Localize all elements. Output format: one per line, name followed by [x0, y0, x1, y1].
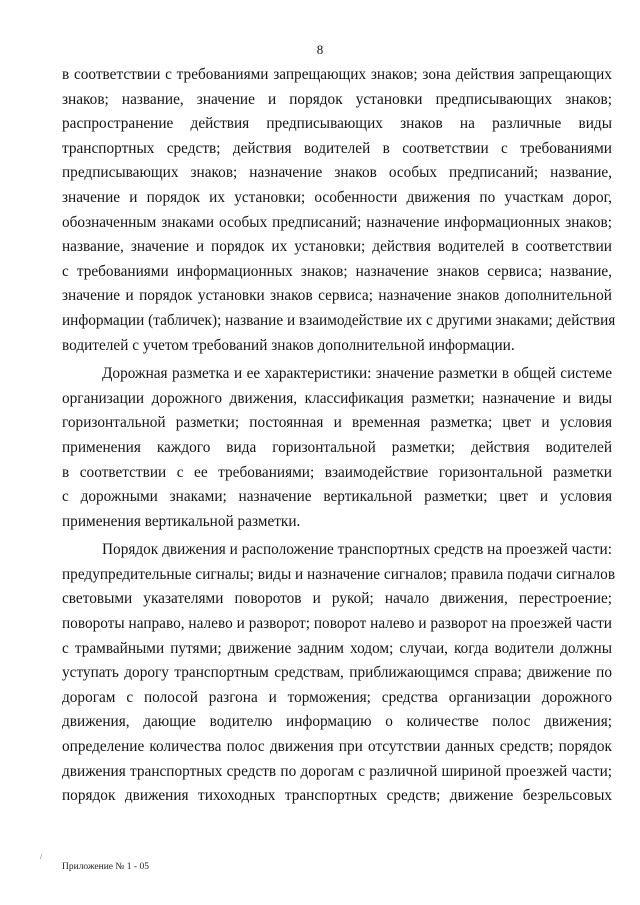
text-line: название, значение и порядок их установки; действия водителей в соответствии	[62, 238, 612, 256]
text-line: водителей с учетом требований знаков дополнительной информации.	[62, 336, 515, 354]
document-body	[62, 63, 616, 809]
text-line: в соответствии с требованиями запрещающих знаков; зона действия запрещающих	[62, 66, 612, 83]
text-line: предупредительные сигналы; виды и назначение сигналов; правила подачи сигналов	[62, 565, 616, 583]
text-line: Дорожная разметка и ее характеристики: значение разметки в общей системе	[102, 365, 612, 383]
text-line: порядок движения тихоходных транспортных средств; движение безрельсовых	[62, 787, 612, 805]
text-line: знаков; название, значение и порядок установки предписывающих знаков;	[62, 90, 612, 108]
text-line: применения каждого вида горизонтальной разметки; действия водителей	[62, 438, 612, 456]
text-line: обозначенным знаками особых предписаний; назначение информационных знаков;	[62, 213, 612, 231]
page-number: 8	[316, 42, 324, 57]
text-line: уступать дорогу транспортным средствам, приближающимся справа; движение по	[62, 664, 612, 682]
text-line: горизонтальной разметки; постоянная и временная разметка; цвет и условия	[62, 414, 612, 432]
text-line: информации (табличек); название и взаимодействие их с другими знаками; действия	[62, 311, 616, 329]
text-line: Порядок движения и расположение транспортных средств на проезжей части:	[102, 541, 612, 559]
text-line: распространение действия предписывающих знаков на различные виды	[62, 115, 612, 133]
text-line: повороты направо, налево и разворот; поворот налево и разворот на проезжей части	[62, 615, 612, 633]
paragraph-road-markings	[62, 362, 612, 534]
paragraph-road-signs	[62, 63, 616, 358]
text-line: транспортных средств; действия водителей в соответствии с требованиями	[62, 139, 612, 157]
text-line: в соответствии с ее требованиями; взаимодействие горизонтальной разметки	[62, 463, 612, 481]
text-line: определение количества полос движения при отсутствии данных средств; порядок	[62, 738, 612, 756]
text-line: предписывающих знаков; назначение знаков особых предписаний; название,	[62, 164, 612, 182]
text-line: с требованиями информационных знаков; назначение знаков сервиса; название,	[62, 262, 612, 280]
text-line: организации дорожного движения, классификация разметки; назначение и виды	[62, 389, 612, 407]
text-line: световыми указателями поворотов и рукой; начало движения, перестроение;	[62, 590, 612, 608]
margin-mark: /	[40, 852, 43, 861]
page-footer: Приложение № 1 - 05	[62, 862, 149, 872]
text-line: дорогам с полосой разгона и торможения; средства организации дорожного	[62, 688, 612, 706]
text-line: движения транспортных средств по дорогам с различной шириной проезжей части;	[62, 762, 612, 780]
text-line: с трамвайными путями; движение задним ходом; случаи, когда водители должны	[62, 639, 612, 657]
text-line: движения, дающие водителю информацию о количестве полос движения;	[62, 713, 612, 731]
text-line: с дорожными знаками; назначение вертикальной разметки; цвет и условия	[62, 488, 612, 506]
paragraph-traffic-order	[62, 538, 616, 809]
text-line: значение и порядок установки знаков сервиса; назначение знаков дополнительной	[62, 287, 612, 305]
text-line: значение и порядок их установки; особенности движения по участкам дорог,	[62, 188, 612, 206]
text-line: применения вертикальной разметки.	[62, 512, 301, 530]
